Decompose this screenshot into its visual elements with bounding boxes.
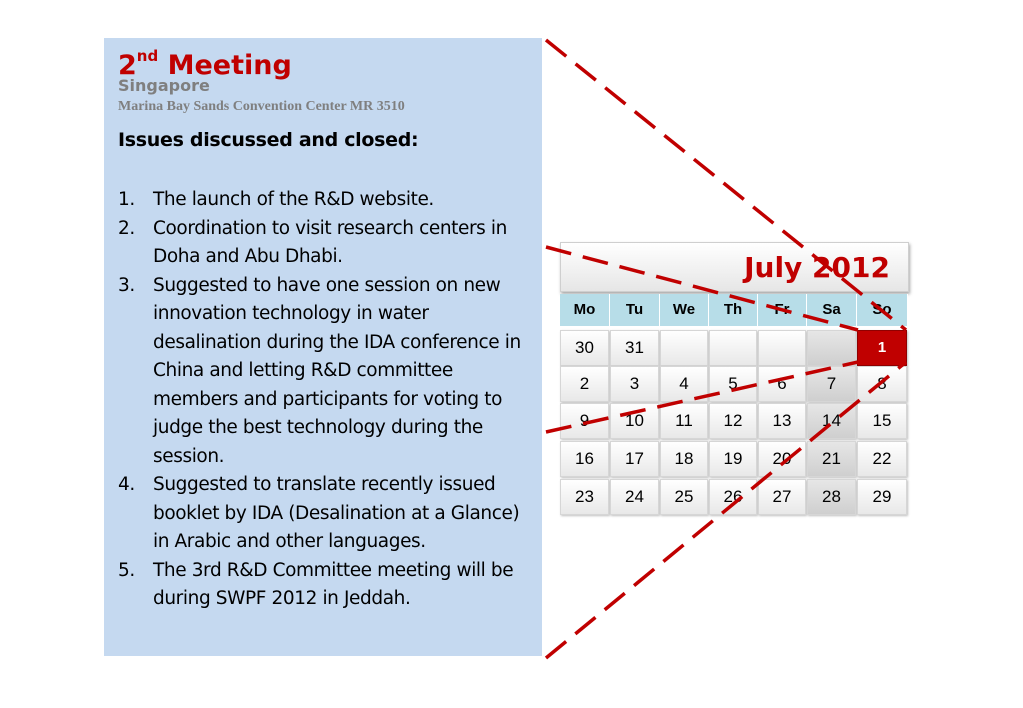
calendar-day[interactable]: 11 bbox=[660, 403, 708, 439]
calendar-day[interactable]: 16 bbox=[560, 441, 609, 477]
issue-text: The 3rd R&D Committee meeting will be during SWPF 2012 in Jeddah. bbox=[153, 559, 514, 609]
issue-number: 4. bbox=[118, 474, 135, 495]
calendar-day[interactable]: 10 bbox=[610, 403, 659, 439]
issues-heading: Issues discussed and closed: bbox=[118, 129, 419, 151]
weekday-header: Fr bbox=[758, 294, 807, 326]
calendar-day[interactable]: 2 bbox=[560, 366, 609, 402]
calendar-day[interactable]: 19 bbox=[709, 441, 757, 477]
calendar-day[interactable]: 12 bbox=[709, 403, 757, 439]
issue-text: Suggested to translate recently issued booklet by IDA (Desalination at a Glance) in Arabic and other languages. bbox=[153, 474, 520, 552]
calendar-day[interactable]: 8 bbox=[857, 366, 907, 402]
callout-line-top bbox=[546, 40, 906, 330]
calendar-day[interactable]: 5 bbox=[709, 366, 757, 402]
issue-number: 3. bbox=[118, 274, 135, 296]
calendar-day[interactable]: 29 bbox=[857, 479, 907, 515]
calendar-day[interactable]: 28 bbox=[807, 479, 856, 515]
calendar-day[interactable]: 22 bbox=[857, 441, 907, 477]
weekday-header: Sa bbox=[807, 294, 857, 326]
calendar-day[interactable]: 30 bbox=[560, 330, 609, 366]
weekday-header: Tu bbox=[610, 294, 660, 326]
weekday-header: We bbox=[660, 294, 709, 326]
meeting-title: 2nd Meeting bbox=[118, 47, 292, 81]
issue-text: Suggested to have one session on new innovation technology in water desalination during the IDA conference in China and letting R&D committee members and participants for voting to judge the best technology during the session. bbox=[153, 274, 521, 467]
calendar-day[interactable]: 31 bbox=[610, 330, 659, 366]
calendar-day[interactable]: 6 bbox=[758, 366, 806, 402]
callout-line-lower bbox=[546, 362, 858, 432]
weekday-header: Th bbox=[709, 294, 758, 326]
issue-number: 2. bbox=[118, 217, 135, 239]
issue-text: The launch of the R&D website. bbox=[153, 189, 434, 210]
calendar-day[interactable]: 9 bbox=[560, 403, 609, 439]
callout-line-bottom bbox=[546, 362, 906, 658]
calendar-day[interactable]: 21 bbox=[807, 441, 856, 477]
calendar-day[interactable]: 25 bbox=[660, 479, 708, 515]
meeting-city: Singapore bbox=[118, 76, 210, 95]
calendar-day[interactable]: 26 bbox=[709, 479, 757, 515]
calendar-day[interactable]: 18 bbox=[660, 441, 708, 477]
issue-number: 5. bbox=[118, 559, 135, 581]
meeting-venue: Marina Bay Sands Convention Center MR 3510 bbox=[118, 99, 405, 114]
weekday-header: So bbox=[857, 294, 908, 326]
calendar-title: July 2012 bbox=[744, 251, 890, 284]
calendar-day[interactable]: 1 bbox=[857, 330, 907, 366]
calendar-day[interactable]: 4 bbox=[660, 366, 708, 402]
issue-text: Coordination to visit research centers in Doha and Abu Dhabi. bbox=[153, 217, 507, 267]
calendar-day[interactable]: 13 bbox=[758, 403, 806, 439]
calendar-day[interactable]: 15 bbox=[857, 403, 907, 439]
calendar-day[interactable]: 27 bbox=[758, 479, 806, 515]
calendar-day[interactable]: 7 bbox=[807, 366, 856, 402]
issue-number: 1. bbox=[118, 189, 135, 210]
calendar-day[interactable]: 3 bbox=[610, 366, 659, 402]
calendar-day[interactable]: 23 bbox=[560, 479, 609, 515]
callout-line-upper bbox=[546, 247, 858, 330]
weekday-header: Mo bbox=[560, 294, 610, 326]
calendar-day[interactable]: 17 bbox=[610, 441, 659, 477]
calendar-day[interactable]: 20 bbox=[758, 441, 806, 477]
calendar-day[interactable]: 14 bbox=[807, 403, 856, 439]
calendar-day[interactable]: 24 bbox=[610, 479, 659, 515]
